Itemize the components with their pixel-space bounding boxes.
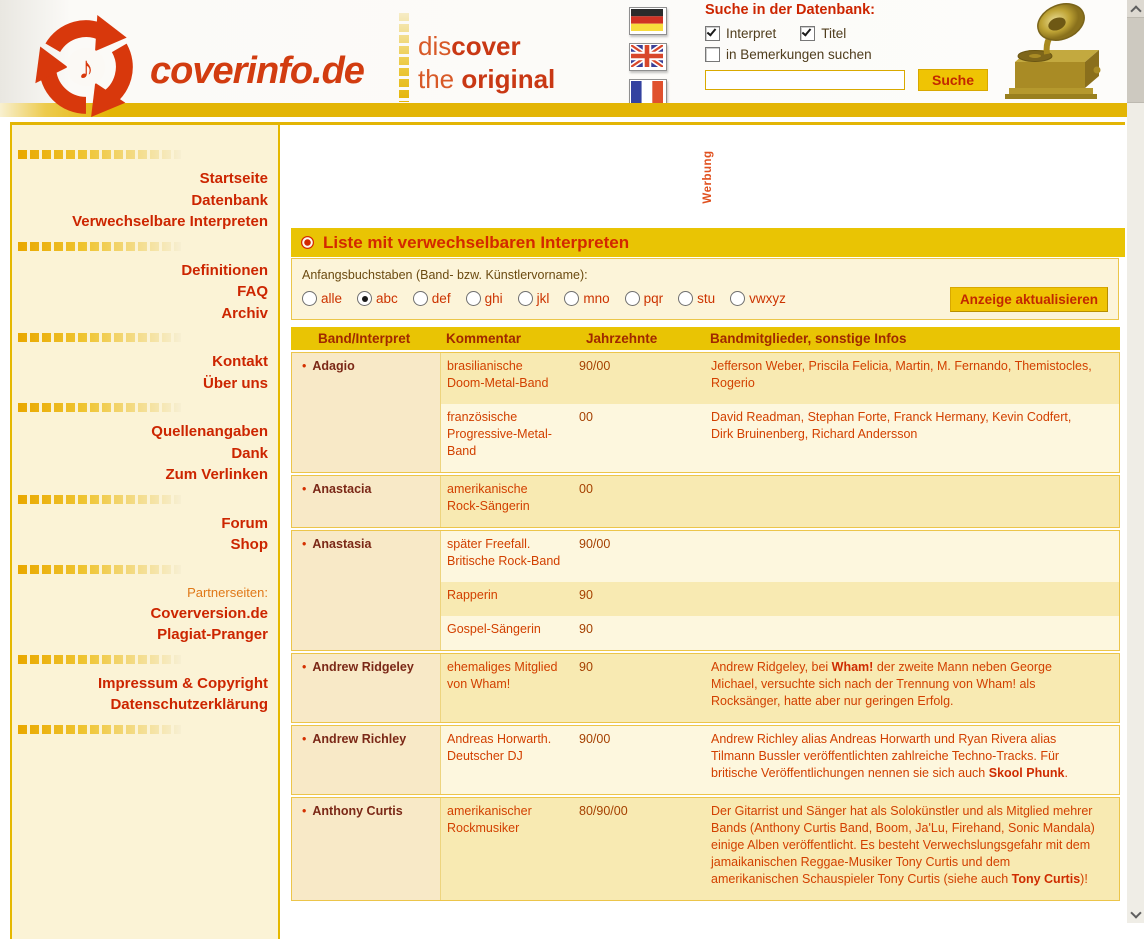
search-title: Suche in der Datenbank: [705, 2, 876, 18]
band-name: Anastasia [312, 537, 372, 551]
band-name-cell [292, 531, 441, 650]
letter-radio-vwxyz[interactable] [730, 291, 786, 306]
bullet-icon: • [302, 804, 307, 818]
bemerkungen-checkbox[interactable] [705, 47, 720, 62]
table-row [441, 616, 1119, 650]
table-row [441, 654, 1119, 722]
scrollbar-up-icon [1130, 5, 1141, 16]
update-display-button[interactable]: Anzeige aktualisieren [950, 287, 1108, 312]
sidebar-nav [10, 125, 280, 939]
title-bar [291, 228, 1125, 257]
table-header-row [291, 327, 1120, 350]
tagline-line1: discover [418, 31, 521, 61]
titel-checkbox-label: Titel [821, 26, 847, 41]
separator-dots [18, 495, 181, 504]
radio-icon[interactable] [730, 291, 745, 306]
letter-label: abc [376, 291, 398, 306]
search-input[interactable] [705, 70, 905, 90]
info-cell: Der Gitarrist und Sänger hat als Solokünstler und als Mitglied mehrer Bands (Anthony Curtis Band, Boom, Ja'Lu, Firehand, Sonic Mandala) einige Alben veröffentlicht. Es besteht Verwechslungsgefahr mit dem jamaikanischen Reggae-Musiker Tony Curtis und dem amerikanischen Schauspieler Tony Curtis (siehe auch Tony Curtis)! [711, 804, 1095, 886]
info-cell [705, 621, 1119, 638]
vertical-scrollbar[interactable] [1127, 0, 1144, 923]
sidebar-link[interactable]: Forum [221, 514, 268, 532]
filter-panel [291, 258, 1119, 320]
artist-group [291, 725, 1120, 795]
table-row [441, 798, 1119, 900]
band-name-cell [292, 353, 441, 472]
info-cell [705, 481, 1119, 515]
bullet-icon: • [302, 359, 307, 373]
site-logo[interactable] [26, 6, 364, 119]
info-cell [705, 536, 1119, 570]
sidebar-link[interactable]: Verwechselbare Interpreten [72, 213, 268, 230]
separator-dots [18, 333, 181, 342]
band-name: Anthony Curtis [312, 804, 403, 818]
title-bullet-icon [301, 236, 314, 249]
kommentar-cell: brasilianische Doom-Metal-Band [447, 359, 549, 390]
artist-group [291, 475, 1120, 528]
sidebar-link[interactable]: Quellenangaben [151, 423, 268, 440]
ad-zone [291, 125, 1125, 228]
jahrzehnte-cell: 90/00 [579, 732, 611, 746]
scrollbar-down-icon [1130, 907, 1141, 918]
artist-group [291, 352, 1120, 473]
letter-radio-ghi[interactable] [466, 291, 503, 306]
search-button[interactable]: Suche [918, 69, 988, 91]
column-header: Bandmitglieder, sonstige Infos [710, 331, 907, 346]
letter-radio-stu[interactable] [678, 291, 715, 306]
kommentar-cell: französische Progressive-Metal-Band [447, 410, 552, 458]
sidebar-link[interactable]: Kontakt [212, 353, 268, 370]
titel-checkbox-pair[interactable] [800, 26, 846, 41]
letter-label: stu [697, 291, 716, 306]
letter-radio-pqr[interactable] [625, 291, 664, 306]
jahrzehnte-cell: 90 [579, 660, 593, 674]
separator-dots [18, 403, 181, 412]
bemerkungen-checkbox-label: in Bemerkungen suchen [726, 47, 872, 62]
band-name: Adagio [312, 359, 355, 373]
scrollbar-thumb[interactable] [1127, 17, 1144, 103]
table-row [441, 353, 1119, 404]
sidebar-link[interactable]: Startseite [199, 170, 268, 187]
separator-dots [18, 150, 181, 159]
main-content [291, 125, 1125, 903]
database-search [705, 2, 1005, 91]
bullet-icon: • [302, 660, 307, 674]
jahrzehnte-cell: 00 [579, 410, 593, 424]
band-name-cell [292, 654, 441, 722]
sidebar-link[interactable]: Datenbank [191, 191, 268, 209]
band-name-cell [292, 798, 441, 900]
interpret-checkbox-pair[interactable] [705, 26, 776, 41]
sidebar-link[interactable]: Plagiat-Pranger [157, 626, 268, 643]
kommentar-cell: ehemaliges Mitglied von Wham! [447, 660, 558, 691]
artist-group [291, 797, 1120, 901]
sidebar-link[interactable]: Archiv [221, 304, 268, 322]
letter-label: ghi [484, 291, 503, 306]
info-cell: Andrew Ridgeley, bei Wham! der zweite Mann neben George Michael, versuchte sich nach der Trennung von Wham! als Rocksänger, hatte aber nur geringen Erfolg. [711, 660, 1052, 708]
german-flag-icon[interactable] [629, 7, 667, 35]
scrollbar-up-button[interactable] [1127, 0, 1144, 17]
letter-radio-mno[interactable] [564, 291, 609, 306]
letter-label: jkl [536, 291, 550, 306]
table-row [441, 531, 1119, 582]
artist-table-body [291, 352, 1120, 901]
radio-icon[interactable] [678, 291, 693, 306]
info-cell: Andrew Richley alias Andreas Horwarth und Ryan Rivera alias Tilmann Bussler veröffentlichten zahlreiche Techno-Tracks. Für britische Veröffentlichungen nennen sie sich auch Skool Phunk. [711, 732, 1068, 780]
letter-label: vwxyz [749, 291, 786, 306]
table-row [441, 476, 1119, 527]
radio-icon[interactable] [357, 291, 372, 306]
column-header: Jahrzehnte [586, 331, 658, 346]
band-name: Anastacia [312, 482, 372, 496]
artist-group [291, 530, 1120, 651]
radio-icon[interactable] [564, 291, 579, 306]
dotted-column-decoration [399, 13, 409, 102]
kommentar-cell: Rapperin [447, 588, 498, 602]
table-row [441, 582, 1119, 616]
table-row [441, 404, 1119, 472]
column-header: Kommentar [446, 331, 522, 346]
artist-group [291, 653, 1120, 723]
music-note-icon: ♪ [78, 49, 94, 86]
logo-wordmark: coverinfo.de [150, 50, 364, 92]
separator-dots [18, 655, 181, 664]
page-title: Liste mit verwechselbaren Interpreten [323, 232, 630, 252]
info-cell: David Readman, Stephan Forte, Franck Hermany, Kevin Codfert, Dirk Bruinenberg, Richard Andersson [711, 410, 1072, 441]
letter-label: pqr [643, 291, 664, 306]
sidebar-link[interactable]: FAQ [237, 283, 268, 300]
jahrzehnte-cell: 90/00 [579, 537, 611, 551]
letter-radio-jkl[interactable] [518, 291, 550, 306]
jahrzehnte-cell: 80/90/00 [579, 804, 628, 818]
bullet-icon: • [302, 732, 307, 746]
radio-icon[interactable] [625, 291, 640, 306]
page-header [0, 0, 1127, 103]
table-row [441, 726, 1119, 794]
info-cell: Jefferson Weber, Priscila Felicia, Martin, M. Fernando, Themistocles, Rogerio [711, 359, 1092, 390]
jahrzehnte-cell: 90/00 [579, 359, 611, 373]
info-cell [705, 587, 1119, 604]
kommentar-cell: amerikanische Rock-Sängerin [447, 482, 530, 513]
sidebar-link[interactable]: Dank [231, 444, 268, 462]
letter-label: alle [321, 291, 343, 306]
band-name: Andrew Ridgeley [312, 660, 414, 674]
kommentar-cell: Andreas Horwarth. Deutscher DJ [447, 732, 552, 763]
letter-label: def [431, 291, 451, 306]
bullet-icon: • [302, 482, 307, 496]
jahrzehnte-cell: 90 [579, 622, 593, 636]
bullet-icon: • [302, 537, 307, 551]
interpret-checkbox-label: Interpret [726, 26, 777, 41]
uk-flag-icon[interactable] [629, 43, 667, 71]
separator-dots [18, 725, 181, 734]
radio-icon[interactable] [413, 291, 428, 306]
jahrzehnte-cell: 00 [579, 482, 593, 496]
filter-label: Anfangsbuchstaben (Band- bzw. Künstlervorname): [302, 268, 588, 282]
letter-radio-alle[interactable] [302, 291, 342, 306]
radio-icon[interactable] [518, 291, 533, 306]
sidebar-link[interactable]: Definitionen [181, 261, 268, 279]
radio-icon[interactable] [466, 291, 481, 306]
separator-dots [18, 242, 181, 251]
band-name-cell [292, 726, 441, 794]
sidebar-link[interactable]: Shop [230, 536, 268, 553]
sidebar-link[interactable]: Zum Verlinken [165, 466, 268, 483]
tagline-line2: the original [418, 64, 556, 94]
gramophone-image [985, 2, 1113, 102]
sidebar-link[interactable]: Impressum & Copyright [97, 674, 268, 692]
kommentar-cell: Gospel-Sängerin [447, 622, 541, 636]
titel-checkbox[interactable] [800, 26, 815, 41]
band-name-cell [292, 476, 441, 527]
letter-radio-def[interactable] [413, 291, 451, 306]
column-header: Band/Interpret [318, 331, 411, 346]
sidebar-link[interactable]: Coverversion.de [150, 604, 268, 622]
letter-label: mno [583, 291, 610, 306]
separator-dots [18, 565, 181, 574]
interpret-checkbox[interactable] [705, 26, 720, 41]
band-name: Andrew Richley [312, 732, 407, 746]
letter-radio-abc[interactable] [357, 291, 398, 306]
language-switcher [629, 7, 667, 107]
sidebar-link[interactable]: Über uns [202, 374, 268, 392]
scrollbar-down-button[interactable] [1127, 906, 1144, 923]
artist-table [291, 327, 1120, 901]
kommentar-cell: später Freefall. Britische Rock-Band [447, 537, 561, 568]
kommentar-cell: amerikanischer Rockmusiker [447, 804, 532, 835]
bemerkungen-checkbox-pair[interactable] [705, 47, 872, 62]
radio-icon[interactable] [302, 291, 317, 306]
sidebar-label: Partnerseiten: [187, 584, 268, 600]
recycle-logo-icon [26, 6, 146, 119]
tagline [399, 13, 555, 102]
werbung-label: Werbung [702, 149, 714, 204]
sidebar-link[interactable]: Datenschutzerklärung [110, 696, 268, 713]
jahrzehnte-cell: 90 [579, 588, 593, 602]
